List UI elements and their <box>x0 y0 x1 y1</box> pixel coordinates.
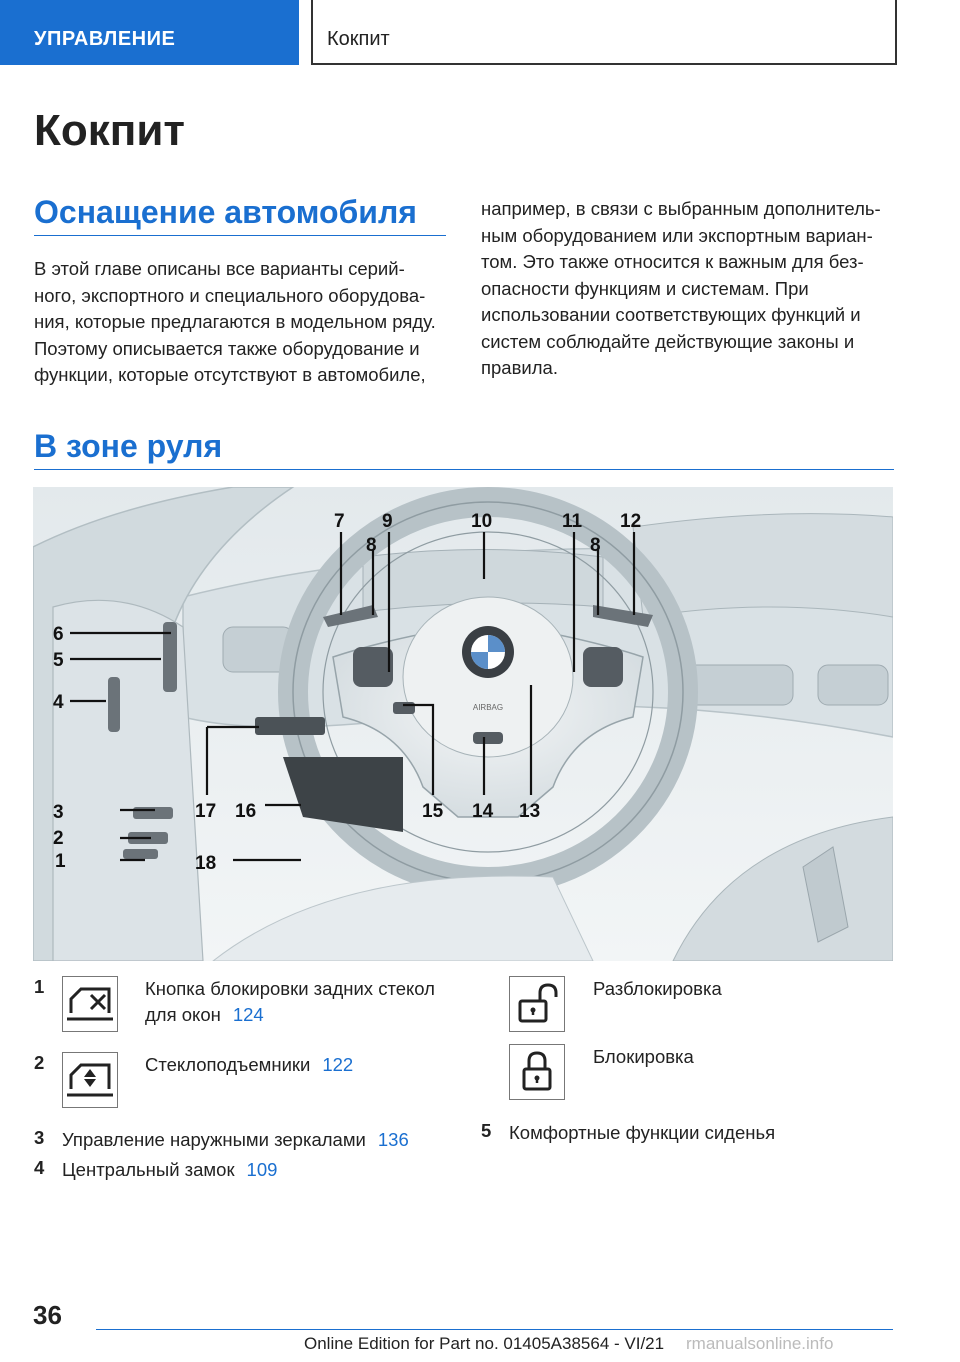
page-title: Кокпит <box>34 106 185 155</box>
callout-2: 2 <box>53 828 64 849</box>
text-line: например, в связи с выбранным дополнитель- <box>481 198 881 219</box>
item-text-line: Кнопка блокировки задних стекол <box>145 978 435 999</box>
callout-13: 13 <box>519 801 541 822</box>
page-ref-link[interactable]: 124 <box>232 1004 264 1025</box>
item-text-line: Центральный замок <box>62 1159 235 1180</box>
callout-7: 7 <box>334 511 345 532</box>
watermark: rmanualsonline.info <box>686 1334 834 1353</box>
section-rule <box>34 469 894 470</box>
list-item: Комфортные функции сиденья <box>509 1122 776 1143</box>
footer-rule <box>96 1329 893 1330</box>
callout-18: 18 <box>195 853 217 874</box>
list-item <box>62 1157 462 1183</box>
text-line: том. Это также относится к важным для без- <box>481 251 864 272</box>
chapter-header <box>311 0 897 65</box>
page-ref-link[interactable]: 109 <box>246 1159 278 1180</box>
item-text-line: для окон <box>145 1004 221 1025</box>
chapter-header-label: Кокпит <box>327 28 390 50</box>
list-item <box>145 976 455 1028</box>
text-line: Поэтому описывается также оборудование и <box>34 337 420 359</box>
callout-12: 12 <box>620 511 642 532</box>
callout-5: 5 <box>53 650 64 671</box>
callout-17: 17 <box>195 801 217 822</box>
list-item <box>62 1127 462 1153</box>
item-number: 4 <box>34 1157 45 1178</box>
item-number: 1 <box>34 976 45 997</box>
callout-3: 3 <box>53 802 64 823</box>
text-line: функции, которые отсутствуют в автомобиле, <box>34 364 426 385</box>
text-line: ния, которые предлагаются в модельном ряду. <box>34 311 436 332</box>
item-text-line: Управление наружными зеркалами <box>62 1129 366 1150</box>
window-lock-icon <box>62 976 118 1032</box>
item-text-line: Стеклоподъемники <box>145 1054 311 1075</box>
window-lift-icon <box>62 1052 118 1108</box>
paragraph-col1 <box>34 256 454 389</box>
section-heading-steering: В зоне руля <box>34 428 223 464</box>
list-item <box>145 1052 455 1078</box>
section-rule <box>34 235 446 236</box>
callout-10: 10 <box>471 511 493 532</box>
airbag-label: AIRBAG <box>472 703 504 712</box>
callout-16: 16 <box>235 801 257 822</box>
footer-edition: Online Edition for Part no. 01405A38564 - VI/21 <box>304 1334 665 1353</box>
text-line: использовании соответствующих функций и <box>481 304 861 325</box>
text-line: ным оборудованием или экспортным вариан- <box>481 224 873 246</box>
text-line: В этой главе описаны все варианты серий- <box>34 258 405 279</box>
section-heading-equipment: Оснащение автомобиля <box>34 194 417 230</box>
callout-14: 14 <box>472 801 494 822</box>
page-ref-link[interactable]: 136 <box>377 1129 409 1150</box>
lock-icon <box>509 1044 565 1100</box>
callout-4: 4 <box>53 692 64 713</box>
item-number: 5 <box>481 1120 492 1141</box>
callout-8-left: 8 <box>366 535 377 556</box>
callout-15: 15 <box>422 801 444 822</box>
text-line: ного, экспортного и специального оборудова- <box>34 284 426 306</box>
list-item: Блокировка <box>593 1046 694 1067</box>
list-item: Разблокировка <box>593 978 722 999</box>
text-line: правила. <box>481 357 558 378</box>
item-number: 2 <box>34 1052 45 1073</box>
section-tab-label: УПРАВЛЕНИЕ <box>34 28 176 50</box>
item-number: 3 <box>34 1127 45 1148</box>
page-number: 36 <box>33 1300 62 1330</box>
text-line: систем соблюдайте действующие законы и <box>481 330 855 352</box>
section-tab <box>0 0 299 65</box>
callout-11: 11 <box>562 511 583 532</box>
page-ref-link[interactable]: 122 <box>322 1054 354 1075</box>
callout-9: 9 <box>382 511 393 532</box>
paragraph-col2 <box>481 196 901 382</box>
callout-1: 1 <box>55 851 66 872</box>
text-line: опасности функциям и системам. При <box>481 277 809 299</box>
cockpit-illustration <box>33 487 893 961</box>
callout-8-right: 8 <box>590 535 601 556</box>
unlock-icon <box>509 976 565 1032</box>
callout-6: 6 <box>53 624 64 645</box>
